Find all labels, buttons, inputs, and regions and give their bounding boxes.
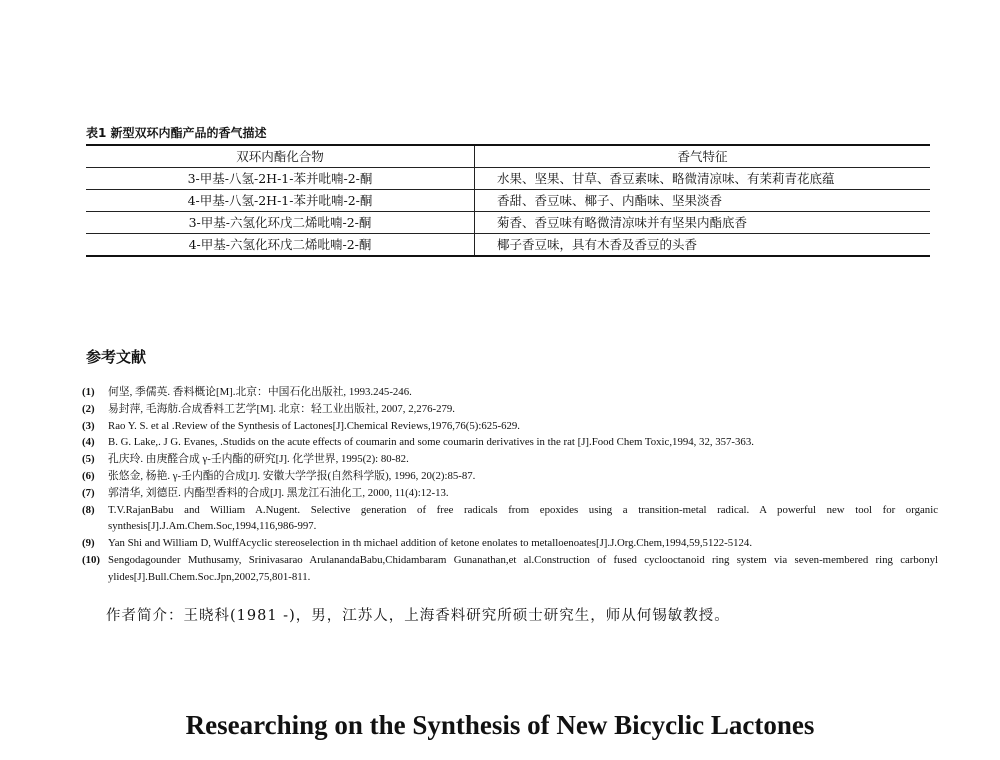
reference-text: 孔庆玲. 由庚醛合成 γ-壬内酯的研究[J]. 化学世界, 1995(2): 80-82.	[108, 453, 409, 466]
reference-text: Rao Y. S. et al .Review of the Synthesis of Lactones[J].Chemical Reviews,1976,76(5):625-629.	[108, 419, 521, 432]
reference-number: (1)	[82, 386, 95, 398]
reference-text: 易封萍, 毛海舫.合成香料工艺学[M]. 北京：轻工业出版社, 2007, 2,276-279.	[108, 402, 455, 415]
reference-number: (2)	[82, 402, 95, 415]
table-row	[86, 212, 930, 234]
reference-text: 张悠金, 杨艳. γ-壬内酯的合成[J]. 安徽大学学报(自然科学版), 1996, 20(2):85-87.	[108, 469, 476, 482]
references-heading: 参考文献	[86, 348, 147, 366]
reference-text: 郭清华, 刘德臣. 内酯型香料的合成[J]. 黑龙江石油化工, 2000, 11(4):12-13.	[108, 486, 449, 499]
compound-cell: 3-甲基-六氢化环戊二烯吡喃-2-酮	[86, 212, 475, 234]
aroma-description-table	[86, 144, 930, 257]
reference-item	[82, 552, 938, 586]
reference-number: (5)	[82, 453, 95, 466]
reference-number: (8)	[82, 503, 95, 516]
table-header-row	[86, 145, 930, 168]
reference-item	[82, 384, 938, 401]
reference-text: T.V.RajanBabu and William A.Nugent. Selective generation of free radicals from epoxides using a transition-metal radical. A powerful new tool for organic synthesis[J].J.Am.Chem.Soc,1994,116,986-997.	[108, 503, 938, 533]
reference-list	[82, 384, 938, 586]
reference-text: Yan Shi and William D, WulffAcyclic stereoselection in th michael addition of ketone enolates to metalloenoates[J].J.Org.Chem,1994,59,5122-5124.	[108, 537, 753, 550]
reference-number: (7)	[82, 486, 95, 499]
reference-item	[82, 485, 938, 502]
aroma-cell: 香甜、香豆味、椰子、内酯味、坚果淡香	[475, 190, 931, 212]
column-header-compound: 双环内酯化合物	[86, 145, 475, 168]
reference-item	[82, 434, 938, 451]
reference-number: (3)	[82, 419, 95, 432]
aroma-cell: 椰子香豆味，具有木香及香豆的头香	[475, 234, 931, 257]
reference-item	[82, 451, 938, 468]
reference-text: 何坚, 季儒英. 香料概论[M].北京：中国石化出版社, 1993.245-246.	[108, 386, 412, 398]
compound-cell: 3-甲基-八氢-2H-1-苯并吡喃-2-酮	[86, 168, 475, 190]
aroma-cell: 水果、坚果、甘草、香豆素味、略微清凉味、有茉莉青花底蕴	[475, 168, 931, 190]
reference-number: (9)	[82, 537, 95, 550]
reference-item	[82, 502, 938, 536]
reference-number: (4)	[82, 436, 95, 449]
table-caption: 表1 新型双环内酯产品的香气描述	[86, 126, 267, 140]
aroma-cell: 菊香、香豆味有略微清凉味并有坚果内酯底香	[475, 212, 931, 234]
table-row	[86, 190, 930, 212]
table-row	[86, 168, 930, 190]
compound-cell: 4-甲基-八氢-2H-1-苯并吡喃-2-酮	[86, 190, 475, 212]
reference-number: (10)	[82, 553, 100, 566]
reference-item	[82, 418, 938, 435]
reference-item	[82, 468, 938, 485]
reference-item	[82, 535, 938, 552]
reference-text: Sengodagounder Muthusamy, Srinivasarao ArulanandaBabu,Chidambaram Gunanathan,et al.Construction of fused cyclooctanoid ring system via seven-membered ring carbonyl ylides[J].Bull.Chem.Soc.Jpn,2002,75,801-811.	[108, 553, 938, 583]
table-row	[86, 234, 930, 257]
column-header-aroma: 香气特征	[475, 145, 931, 168]
reference-item	[82, 401, 938, 418]
reference-number: (6)	[82, 469, 95, 482]
compound-cell: 4-甲基-六氢化环戊二烯吡喃-2-酮	[86, 234, 475, 257]
reference-text: B. G. Lake,. J G. Evanes, .Studids on the acute effects of coumarin and some coumarin derivatives in the rat [J].Food Chem Toxic,1994, 32, 357-363.	[108, 436, 754, 449]
author-note: 作者简介：王晓科(1981 -)，男，江苏人，上海香料研究所硕士研究生，师从何锡敏教授。	[106, 608, 730, 624]
english-title: Researching on the Synthesis of New Bicyclic Lactones	[185, 710, 815, 740]
